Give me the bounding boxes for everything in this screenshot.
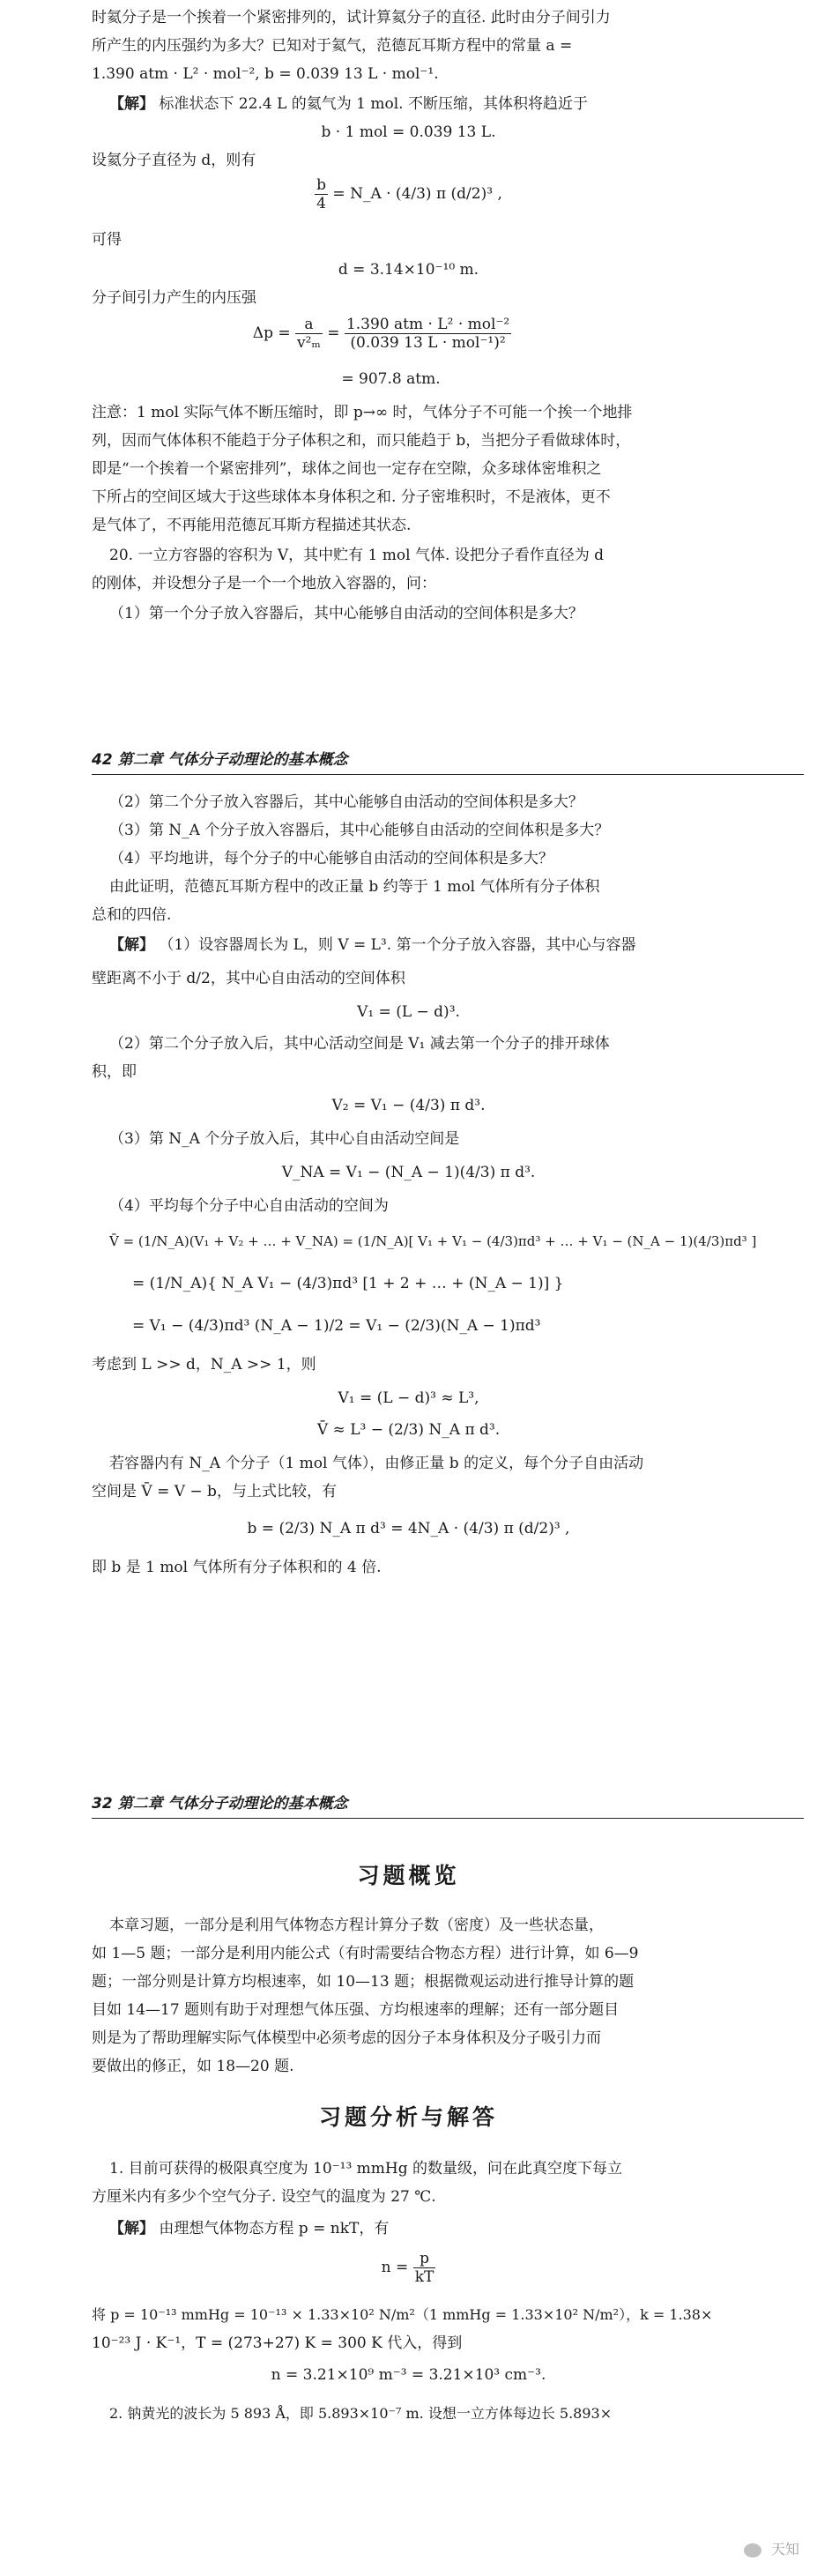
overview-line: 要做出的修正，如 18—20 题. [92, 2058, 294, 2075]
text-line: （4）平均每个分子中心自由活动的空间为 [109, 1197, 389, 1215]
text-line: 设氦分子直径为 d，则有 [92, 152, 256, 169]
equation-rhs: = N_A · (4/3) π (d/2)³ , [332, 185, 502, 203]
note-line: 是气体了，不再能用范德瓦耳斯方程描述其状态. [92, 517, 412, 534]
overview-line: 则是为了帮助理解实际气体模型中必须考虑的因分子本身体积及分子吸引力而 [92, 2029, 601, 2047]
question-line: 总和的四倍. [92, 906, 172, 924]
equation-n [0, 2250, 817, 2286]
equation-v2: V₂ = V₁ − (4/3) π d³. [331, 1097, 486, 1114]
question-line: （4）平均地讲，每个分子的中心能够自由活动的空间体积是多大？ [109, 850, 553, 867]
text-line: 将 p = 10⁻¹³ mmHg = 10⁻¹³ × 1.33×10² N/m²（1 mmHg = 1.33×10² N/m²），k = 1.38× [92, 2306, 713, 2323]
problem-line: 20. 一立方容器的容积为 V，其中贮有 1 mol 气体. 设把分子看作直径为 d [109, 547, 605, 564]
text-line: （3）第 N_A 个分子放入后，其中心自由活动空间是 [109, 1130, 460, 1148]
question-line: （2）第二个分子放入容器后，其中心能够自由活动的空间体积是多大？ [109, 793, 583, 811]
note-line: 注意：1 mol 实际气体不断压缩时，即 p→∞ 时，气体分子不可能一个挨一个地排 [92, 404, 633, 421]
running-header: 32 第二章 气体分子动理论的基本概念 [92, 1795, 348, 1813]
fraction-denominator: kT [414, 2268, 434, 2286]
equation-n-result: n = 3.21×10⁹ m⁻³ = 3.21×10³ cm⁻³. [271, 2366, 546, 2384]
equals-sign: = [327, 324, 340, 342]
equation-average: = (1/N_A){ N_A V₁ − (4/3)πd³ [1 + 2 + … + (N_A − 1)] } [132, 1275, 564, 1292]
text-line: 积，即 [92, 1063, 137, 1081]
text-line: 时氦分子是一个挨着一个紧密排列的，试计算氦分子的直径. 此时由分子间引力 [92, 9, 611, 26]
equation-lhs: n = [381, 2259, 409, 2276]
text-line: 若容器内有 N_A 个分子（1 mol 气体），由修正量 b 的定义，每个分子自由活动 [109, 1455, 644, 1472]
overview-line: 如 1—5 题；一部分是利用内能公式（有时需要结合物态方程）进行计算，如 6—9 [92, 1945, 639, 1962]
equation-approx: V̄ ≈ L³ − (2/3) N_A π d³. [316, 1421, 501, 1439]
problem-line: （1）第一个分子放入容器后，其中心能够自由活动的空间体积是多大？ [109, 605, 583, 622]
text-line: 即 b 是 1 mol 气体所有分子体积和的 4 倍. [92, 1559, 382, 1576]
equation-v1: V₁ = (L − d)³. [357, 1003, 460, 1021]
question-line: （3）第 N_A 个分子放入容器后，其中心能够自由活动的空间体积是多大？ [109, 822, 610, 839]
equation-vna: V_NA = V₁ − (N_A − 1)(4/3) π d³. [281, 1164, 536, 1181]
header-rule [92, 1818, 804, 1819]
watermark [744, 2535, 799, 2564]
problem-line: 方厘米内有多少个空气分子. 设空气的温度为 27 ℃. [92, 2188, 436, 2206]
section-title: 习题概览 [357, 1863, 460, 1888]
fraction-numerator: a [295, 316, 323, 334]
fraction-denominator: 4 [316, 195, 326, 212]
text-line: 所产生的内压强约为多大？已知对于氦气，范德瓦耳斯方程中的常量 a = [92, 37, 573, 55]
note-line: 下所占的空间区域大于这些球体本身体积之和. 分子密堆积时，不是液体，更不 [92, 488, 611, 506]
solution-label: 【解】 [109, 2220, 154, 2237]
fraction-denominator: (0.039 13 L · mol⁻¹)² [350, 334, 506, 352]
fraction-numerator: p [413, 2250, 436, 2268]
problem-line: 的刚体，并设想分子是一个一个地放入容器的，问： [92, 575, 436, 592]
solution-text: 标准状态下 22.4 L 的氦气为 1 mol. 不断压缩，其体积将趋近于 [159, 95, 588, 113]
solution-label: 【解】 [109, 936, 154, 954]
text-line: 1.390 atm · L² · mol⁻², b = 0.039 13 L · mol⁻¹. [92, 65, 439, 83]
overview-line: 目如 14—17 题则有助于对理想气体压强、方均根速率的理解；还有一部分题目 [92, 2001, 620, 2019]
equation-lhs: Δp = [252, 324, 291, 342]
overview-line: 本章习题，一部分是利用气体物态方程计算分子数（密度）及一些状态量， [109, 1917, 604, 1934]
equation-approx: V₁ = (L − d)³ ≈ L³, [338, 1389, 479, 1407]
problem-line: 2. 钠黄光的波长为 5 893 Å，即 5.893×10⁻⁷ m. 设想一立方体每边长 5.893× [109, 2405, 613, 2422]
solution-label: 【解】 [109, 95, 154, 113]
equation-average: = V₁ − (4/3)πd³ (N_A − 1)/2 = V₁ − (2/3)(N_A − 1)πd³ [132, 1317, 541, 1335]
solution-line [109, 2215, 814, 2243]
equation-result: = 907.8 atm. [341, 370, 441, 388]
fraction-denominator: v²ₘ [297, 334, 321, 352]
text-line: （2）第二个分子放入后，其中心活动空间是 V₁ 减去第一个分子的排开球体 [109, 1035, 610, 1053]
note-line: 即是“一个挨着一个紧密排列”，球体之间也一定存在空隙，众多球体密堆积之 [92, 460, 602, 478]
equation-b-final: b = (2/3) N_A π d³ = 4N_A · (4/3) π (d/2)³ , [247, 1520, 570, 1537]
problem-line: 1. 目前可获得的极限真空度为 10⁻¹³ mmHg 的数量级，问在此真空度下每立 [109, 2160, 623, 2178]
equation-average: V̄ = (1/N_A)(V₁ + V₂ + … + V_NA) = (1/N_A)[ V₁ + V₁ − (4/3)πd³ + … + V₁ − (N_A − 1)(4/3)πd³ ] [109, 1233, 757, 1249]
note-line: 列，因而气体体积不能趋于分子体积之和，而只能趋于 b，当把分子看做球体时， [92, 432, 631, 450]
text-line: 壁距离不小于 d/2，其中心自由活动的空间体积 [92, 970, 405, 987]
question-line: 由此证明，范德瓦耳斯方程中的改正量 b 约等于 1 mol 气体所有分子体积 [109, 878, 600, 896]
solution-text: （1）设容器周长为 L，则 V = L³. 第一个分子放入容器，其中心与容器 [159, 936, 636, 954]
text-line: 空间是 V̄ = V − b，与上式比较，有 [92, 1483, 337, 1500]
equation-d: d = 3.14×10⁻¹⁰ m. [338, 261, 479, 279]
fraction-numerator: b [316, 176, 327, 194]
section-title: 习题分析与解答 [318, 2104, 498, 2130]
equation-b: b · 1 mol = 0.039 13 L. [321, 123, 496, 141]
text-line: 分子间引力产生的内压强 [92, 289, 256, 307]
solution-text: 由理想气体物态方程 p = nkT，有 [159, 2220, 390, 2237]
text-line: 10⁻²³ J · K⁻¹，T = (273+27) K = 300 K 代入，得到 [92, 2334, 463, 2352]
fraction-numerator: 1.390 atm · L² · mol⁻² [345, 316, 510, 333]
running-header: 42 第二章 气体分子动理论的基本概念 [92, 751, 348, 769]
overview-line: 题；一部分则是计算方均根速率，如 10—13 题；根据微观运动进行推导计算的题 [92, 1973, 635, 1991]
text-line: 可得 [92, 231, 122, 249]
text-line: 考虑到 L >> d，N_A >> 1，则 [92, 1356, 316, 1374]
wechat-icon [744, 2543, 761, 2557]
watermark-text: 天知 [770, 2541, 799, 2557]
fraction [413, 2250, 436, 2286]
